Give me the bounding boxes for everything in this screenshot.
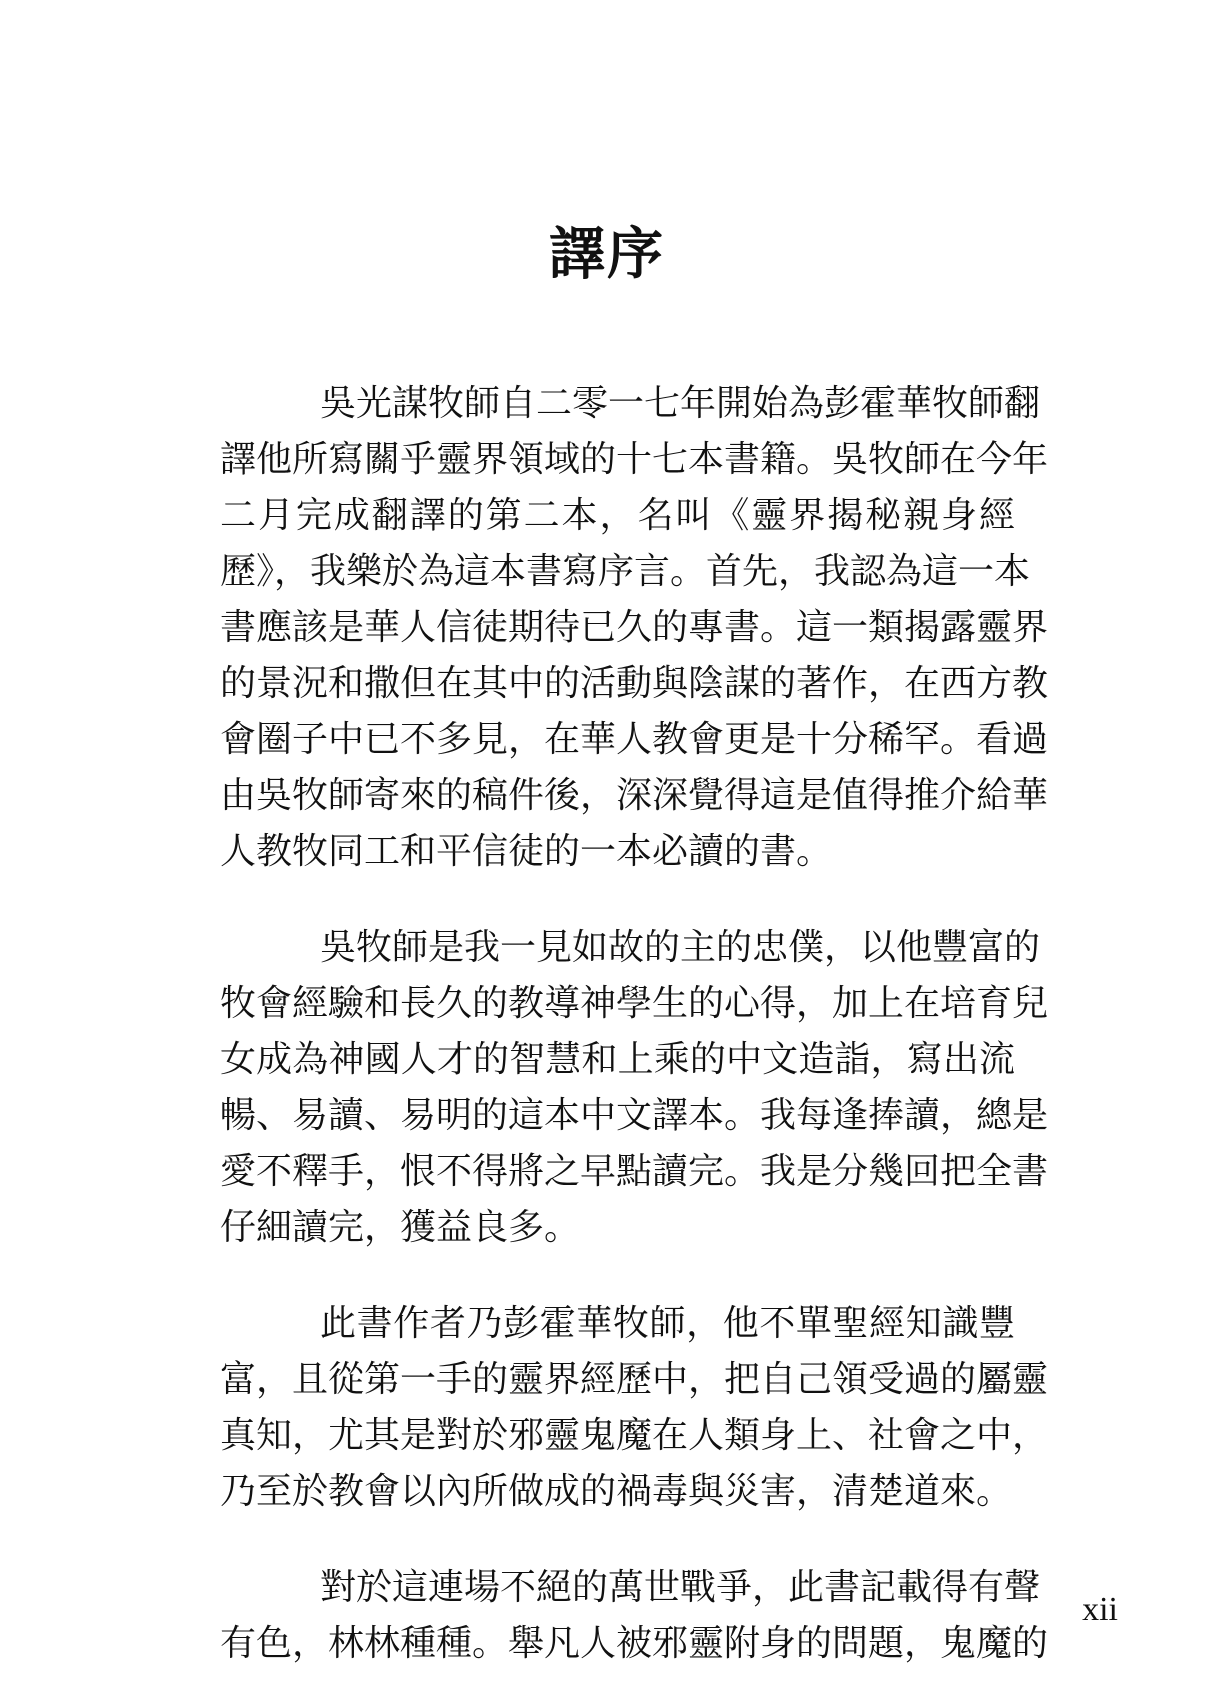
- paragraph-3: [220, 1296, 1049, 1520]
- text-line: 牧會經驗和長久的教導神學生的心得，加上在培育兒: [220, 983, 1049, 1024]
- text-line: 人教牧同工和平信徒的一本必讀的書。: [220, 831, 833, 872]
- text-line: 愛不釋手，恨不得將之早點讀完。我是分幾回把全書: [220, 1151, 1049, 1192]
- text-line: 二月完成翻譯的第二本，名叫《靈界揭秘親身經: [220, 495, 1015, 536]
- text-line: 真知，尤其是對於邪靈鬼魔在人類身上、社會之中，: [220, 1415, 1049, 1456]
- text-line: 此書作者乃彭霍華牧師，他不單聖經知識豐: [320, 1303, 1015, 1344]
- page-number: xii: [1082, 1591, 1118, 1628]
- text-line: 的景況和撒但在其中的活動與陰謀的著作，在西方教: [220, 663, 1049, 704]
- text-line: 對於這連場不絕的萬世戰爭，此書記載得有聲: [320, 1567, 1041, 1608]
- text-line: 乃至於教會以內所做成的禍毒與災害，清楚道來。: [220, 1471, 1013, 1512]
- text-line: 暢、易讀、易明的這本中文譯本。我每逢捧讀，總是: [220, 1095, 1049, 1136]
- paragraph-4: [220, 1560, 1049, 1672]
- text-line: 會圈子中已不多見，在華人教會更是十分稀罕。看過: [220, 719, 1049, 760]
- text-line: 富，且從第一手的靈界經歷中，把自己領受過的屬靈: [220, 1359, 1049, 1400]
- text-line: 有色，林林種種。舉凡人被邪靈附身的問題，鬼魔的: [220, 1623, 1049, 1664]
- text-line: 書應該是華人信徒期待已久的專書。這一類揭露靈界: [220, 607, 1049, 648]
- text-line: 吳牧師是我一見如故的主的忠僕，以他豐富的: [320, 927, 1041, 968]
- text-line: 女成為神國人才的智慧和上乘的中文造詣，寫出流: [220, 1039, 1015, 1080]
- text-line: 仔細讀完，獲益良多。: [220, 1207, 581, 1248]
- page-title: 譯序: [549, 222, 665, 287]
- text-line: 由吳牧師寄來的稿件後，深深覺得這是值得推介給華: [220, 775, 1049, 816]
- body-text: [220, 376, 1049, 1700]
- text-line: 歷》，我樂於為這本書寫序言。首先，我認為這一本: [220, 551, 1031, 592]
- text-line: 吳光謀牧師自二零一七年開始為彭霍華牧師翻: [320, 383, 1041, 424]
- paragraph-2: [220, 920, 1049, 1256]
- text-line: 譯他所寫關乎靈界領域的十七本書籍。吳牧師在今年: [220, 439, 1049, 480]
- paragraph-1: [220, 376, 1049, 880]
